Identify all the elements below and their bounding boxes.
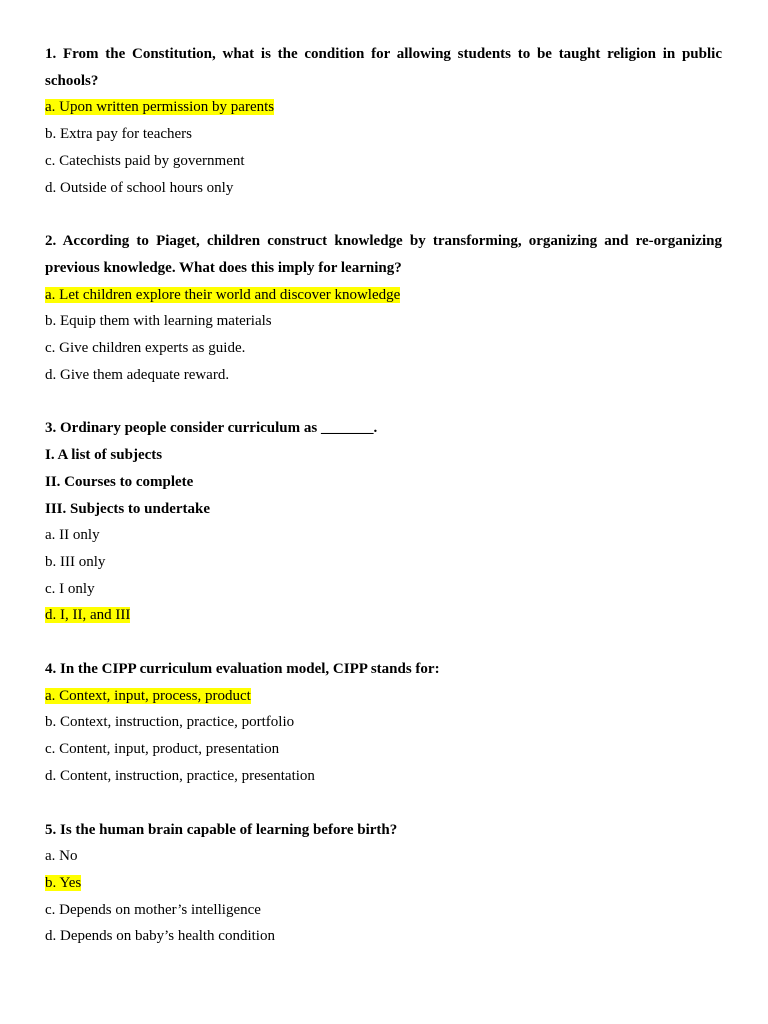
spacer [45, 629, 722, 656]
option-a: a. No [45, 848, 78, 865]
document-page [45, 41, 722, 950]
option-a [45, 683, 722, 710]
option-b: b. Equip them with learning materials [45, 313, 272, 330]
option-d: d. Give them adequate reward. [45, 366, 230, 383]
question-5 [45, 817, 722, 951]
option-a: a. II only [45, 527, 100, 544]
question-text: 5. Is the human brain capable of learning before birth? [45, 821, 398, 838]
highlighted-answer: b. Yes [45, 874, 82, 891]
option-c: c. Content, input, product, presentation [45, 741, 280, 758]
question-text: 4. In the CIPP curriculum evaluation model, CIPP stands for: [45, 661, 440, 678]
option-b [45, 870, 722, 897]
option-b: b. III only [45, 553, 106, 570]
question-4 [45, 656, 722, 790]
question-text: 1. From the Constitution, what is the condition for allowing students to be taught religion in public schools? [45, 46, 722, 89]
question-3 [45, 415, 722, 629]
highlighted-answer: a. Let children explore their world and discover knowledge [45, 286, 401, 303]
question-text: 3. Ordinary people consider curriculum as _______. [45, 420, 378, 437]
spacer [45, 790, 722, 817]
option-d [45, 602, 722, 629]
question-text: 2. According to Piaget, children construct knowledge by transforming, organizing and re-organizing previous knowledge. What does this imply for learning? [45, 233, 722, 276]
question-1 [45, 41, 722, 201]
spacer [45, 201, 722, 228]
option-b: b. Context, instruction, practice, portfolio [45, 714, 295, 731]
option-c: c. Catechists paid by government [45, 152, 245, 169]
option-c: c. Depends on mother’s intelligence [45, 901, 261, 918]
statement-iii: III. Subjects to undertake [45, 500, 211, 517]
option-c: c. I only [45, 580, 95, 597]
question-2 [45, 228, 722, 388]
option-d: d. Content, instruction, practice, presentation [45, 767, 315, 784]
spacer [45, 388, 722, 415]
option-b: b. Extra pay for teachers [45, 126, 193, 143]
option-d: d. Depends on baby’s health condition [45, 928, 275, 945]
option-c: c. Give children experts as guide. [45, 340, 246, 357]
highlighted-answer: a. Context, input, process, product [45, 687, 251, 704]
highlighted-answer: a. Upon written permission by parents [45, 99, 275, 116]
option-a [45, 282, 722, 309]
highlighted-answer: d. I, II, and III [45, 607, 131, 624]
statement-i: I. A list of subjects [45, 447, 163, 464]
statement-ii: II. Courses to complete [45, 473, 194, 490]
option-a [45, 94, 722, 121]
option-d: d. Outside of school hours only [45, 179, 234, 196]
